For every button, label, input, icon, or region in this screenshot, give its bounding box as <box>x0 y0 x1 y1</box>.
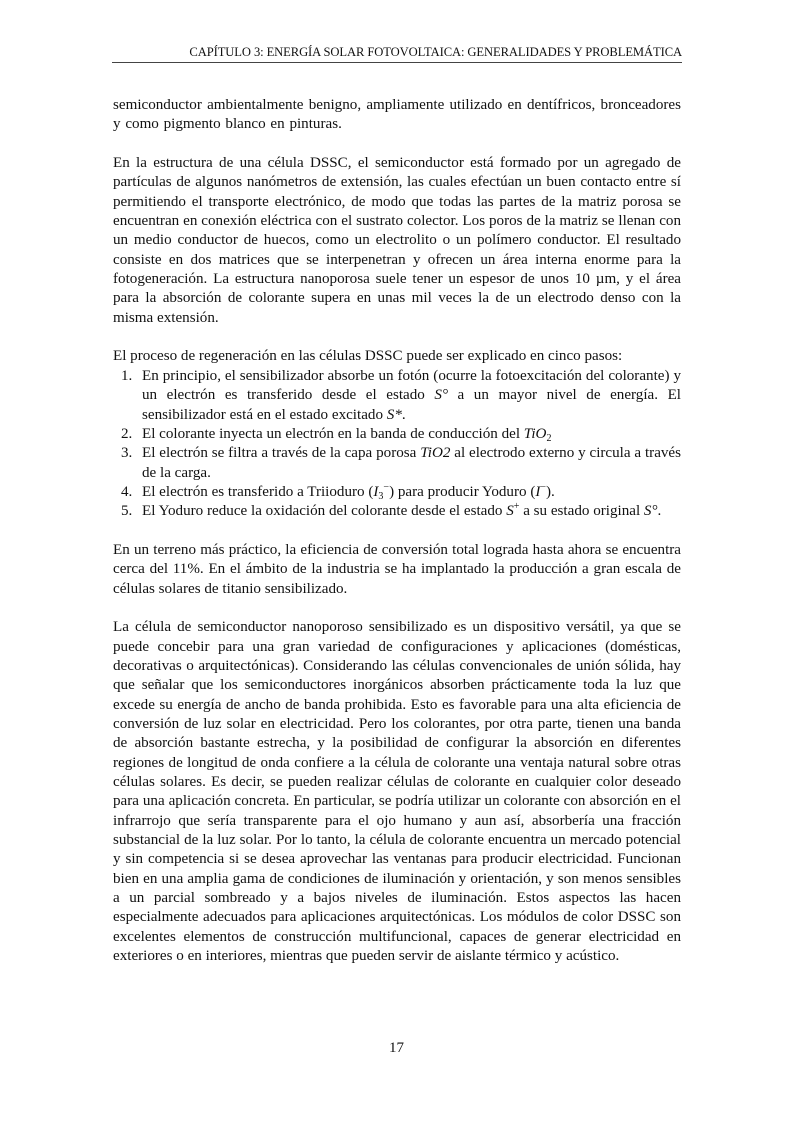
symbol: S° <box>643 503 658 520</box>
symbol: S* <box>386 406 402 423</box>
page-body <box>113 96 681 966</box>
paragraph-versatility: La célula de semiconductor nanoporoso sensibilizado es un dispositivo versátil, ya que se puede concebir para una gran variedad de configuraciones y aplicaciones (domésticas, decorativas o arquitectónicas). Considerando las células convencionales de unión sólida, hay que señalar que los semiconductores inorgánicos absorben prácticamente toda la luz que excede su energía de ancho de banda prohibida. Esto es favorable para una alta eficiencia de conversión de luz solar en electricidad. Pero los colorantes, por otra parte, tienen una banda de absorción bastante estrecha, y la posibilidad de configurar la absorción en diferentes regiones de longitud de onda confiere a la célula de colorante una ventaja natural sobre otras células solares. Es decir, se pueden realizar células de colorante en cualquier color deseado para una aplicación concreta. En particular, se podría utilizar un colorante con absorción en el infrarrojo que sería transparente para el ojo humano y aun así, absorbería una fracción substancial de la luz solar. Por lo tanto, la célula de colorante encuentra un mercado potencial y sin competencia si se desea aprovechar las ventanas para producir electricidad. Funcionan bien en una amplia gama de condiciones de iluminación y orientación, y son menos sensibles a un parcial sombreado y a bajos niveles de iluminación. Estos aspectos las hacen especialmente adecuados para aplicaciones arquitectónicas. Los módulos de color DSSC son excelentes elementos de construcción multifuncional, capaces de generar electricidad en exteriores o en interiores, mientras que pueden servir de aislante térmico y acústico. <box>113 619 681 965</box>
symbol: I <box>535 483 541 500</box>
paragraph-efficiency: En un terreno más práctico, la eficiencia de conversión total lograda hasta ahora se encuentra cerca del 11%. En el ámbito de la industria se ha implantado la producción a gran escala de células solares de titanio sensibilizado. <box>113 541 681 597</box>
running-header-title: CAPÍTULO 3: ENERGÍA SOLAR FOTOVOLTAICA: GENERALIDADES Y PROBLEMÁTICA <box>189 45 682 59</box>
list-number: 3. <box>121 445 133 462</box>
symbol: TiO2 <box>420 445 451 462</box>
list-number: 2. <box>121 425 133 442</box>
list-item-step-4: 4. El electrón es transferido a Triioduro $(I_3^-)$ para producir Yoduro (I−). <box>121 481 555 502</box>
symbol: S <box>506 503 514 520</box>
list-number: 4. <box>121 483 133 500</box>
symbol: S° <box>434 387 448 404</box>
list-number: 1. <box>121 367 133 384</box>
running-header <box>112 44 682 63</box>
list-item-step-3: 3. El electrón se filtra a través de la capa porosa TiO2 al electrodo externo y circula a través de la carga. <box>121 445 682 481</box>
list-item-step-1: 1. En principio, el sensibilizador absorbe un fotón (ocurre la fotoexcitación del colorante) y un electrón es transferido desde el estado S° a un mayor nivel de energía. El sensibilizador está en el estado excitado S*. <box>121 367 681 423</box>
list-item-step-2: 2. El colorante inyecta un electrón en la banda de conducción del TiO$_2$ <box>121 425 552 444</box>
paragraph-dssc-structure: En la estructura de una célula DSSC, el semiconductor está formado por un agregado de partículas de algunos nanómetros de extensión, las cuales efectúan un buen contacto entre sí permitiendo el transporte electrónico, de modo que todas las partes de la matriz porosa se encuentran en conexión eléctrica con el sustrato colector. Los poros de la matriz se llenan con un medio conductor de huecos, como un electrolito o un polímero conductor. El resultado consiste en dos matrices que se interpenetran y ofrecen un área interna enorme para la fotogeneración. La estructura nanoporosa suele tener un espesor de unos 10 µm, y el área para la absorción de colorante supera en unas mil veces la de un electrodo denso con la misma extensión. <box>113 155 681 326</box>
paragraph-regeneration-intro: El proceso de regeneración en las células DSSC puede ser explicado en cinco pasos: <box>113 348 623 365</box>
list-item-step-5: 5. El Yoduro reduce la oxidación del colorante desde el estado S+ a su estado original S°. <box>113 502 681 521</box>
regeneration-steps-list <box>113 367 681 522</box>
symbol: I <box>373 483 379 500</box>
paragraph-continuation: semiconductor ambientalmente benigno, ampliamente utilizado en dentífricos, bronceadores y como pigmento blanco en pinturas. <box>113 97 681 133</box>
list-number: 5. <box>121 503 133 520</box>
symbol: TiO <box>523 425 547 442</box>
page-number: 17 <box>389 1040 404 1056</box>
